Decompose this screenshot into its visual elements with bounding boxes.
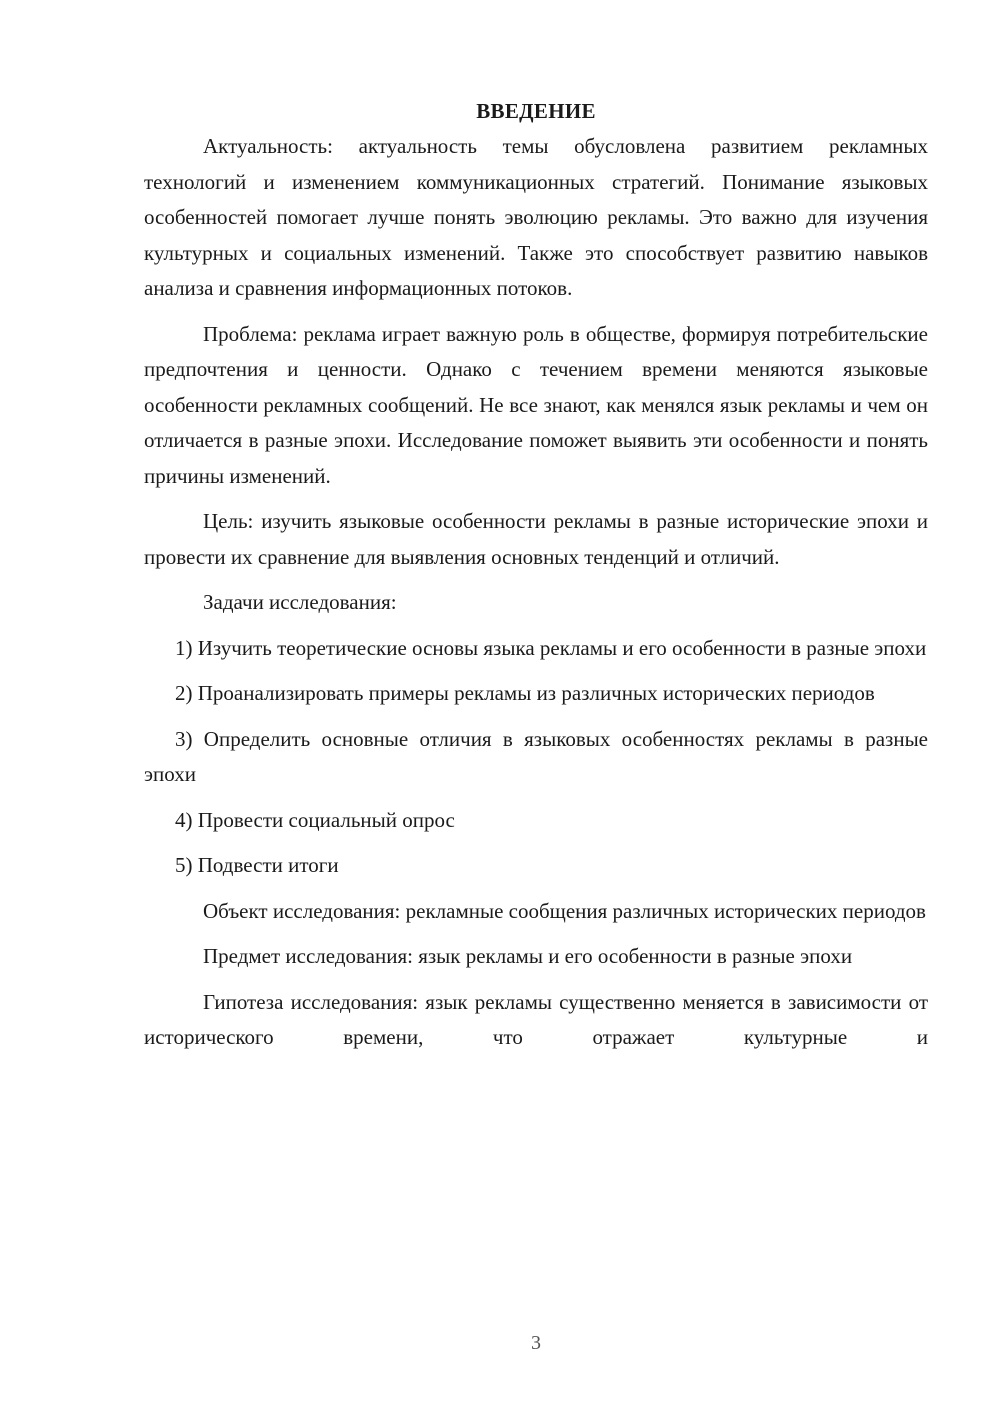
paragraph-subject: Предмет исследования: язык рекламы и его особенности в разные эпохи (203, 944, 853, 968)
paragraph-tasks-heading: Задачи исследования: (203, 590, 397, 614)
page-body (144, 94, 928, 1066)
task-item-4: 4) Провести социальный опрос (175, 807, 455, 832)
paragraph-object: Объект исследования: рекламные сообщения различных исторических периодов (203, 898, 926, 923)
paragraph-problem: Проблема: реклама играет важную роль в обществе, формируя потребительские предпочтения и ценности. Однако с течением времени меняются языковые особенности рекламных сообщений. Не все знают, как менялся язык рекламы и чем он отличается в разные эпохи. Исследование поможет выявить эти особенности и понять причины изменений. (144, 321, 928, 488)
task-item-2: 2) Проанализировать примеры рекламы из различных исторических периодов (175, 681, 875, 705)
page-title: ВВЕДЕНИЕ (476, 99, 596, 123)
task-item-3: 3) Определить основные отличия в языковых особенностях рекламы в разные эпохи (144, 726, 928, 786)
paragraph-relevance: Актуальность: актуальность темы обусловлена развитием рекламных технологий и изменением коммуникационных стратегий. Понимание языковых особенностей помогает лучше понять эволюцию рекламы. Это важно для изучения культурных и социальных изменений. Также это способствует развитию навыков анализа и сравнения информационных потоков. (144, 134, 928, 300)
task-item-5: 5) Подвести итоги (175, 853, 339, 877)
page-number: 3 (531, 1332, 541, 1354)
task-item-1: 1) Изучить теоретические основы языка рекламы и его особенности в разные эпохи (175, 635, 927, 660)
paragraph-goal: Цель: изучить языковые особенности рекламы в разные исторические эпохи и провести их сравнение для выявления основных тенденций и отличий. (144, 509, 928, 569)
paragraph-hypothesis: Гипотеза исследования: язык рекламы существенно меняется в зависимости от исторического времени, что отражает культурные и (144, 989, 928, 1049)
